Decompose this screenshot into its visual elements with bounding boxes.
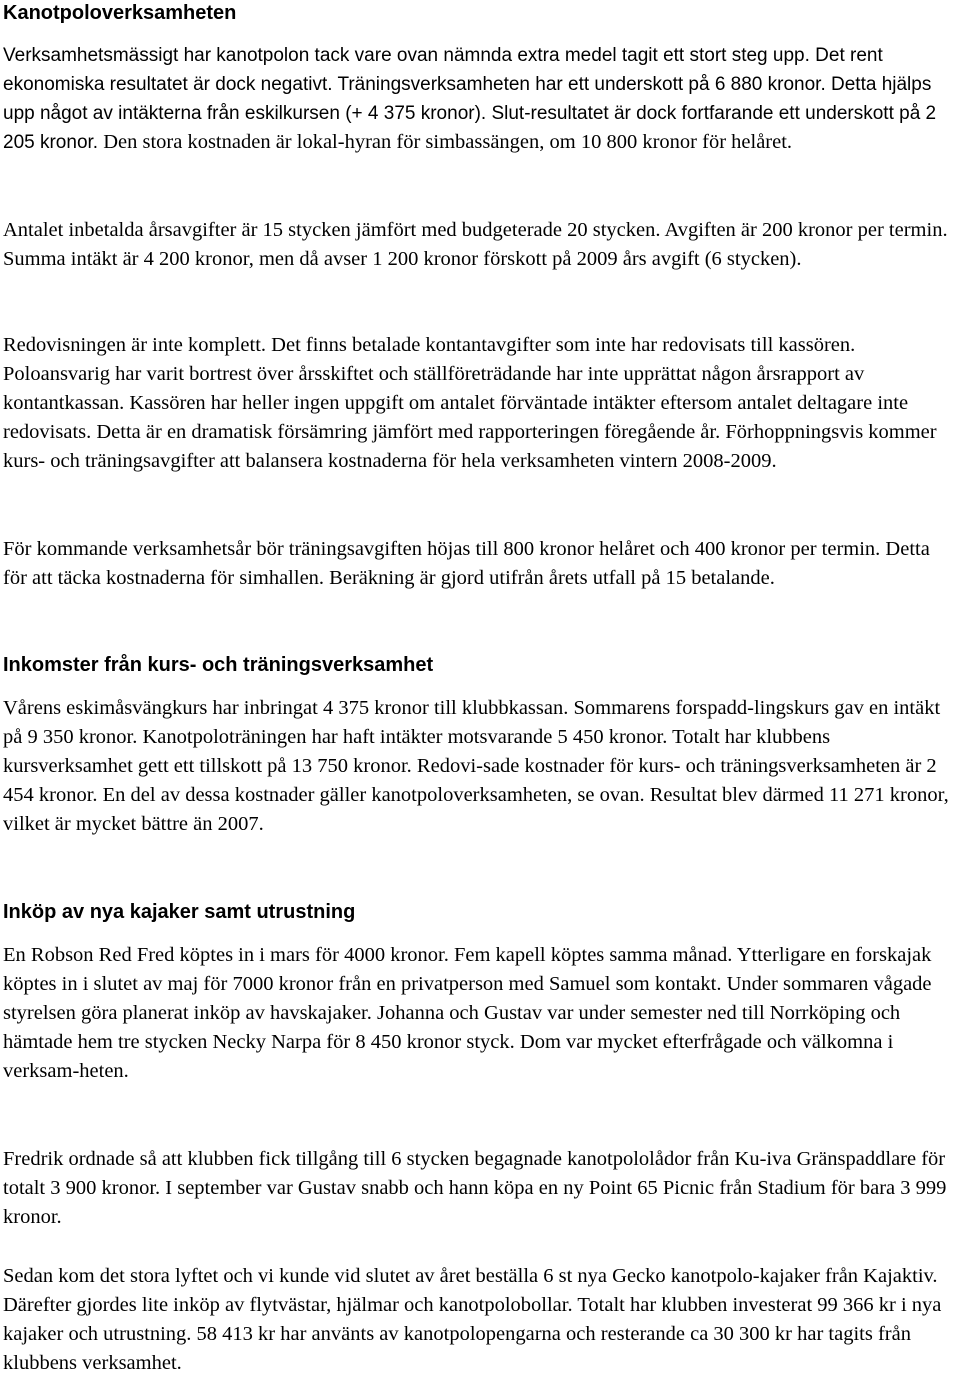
- paragraph-kanotpolo-4: För kommande verksamhetsår bör träningsavgiften höjas till 800 kronor helåret och 400 kronor per termin. Detta för att täcka kostnaderna för simhallen. Beräkning är gjord utifrån årets utfall på 15 betalande.: [3, 538, 930, 589]
- paragraph-kanotpolo-1-sans: Verksamhetsmässigt har kanotpolon tack vare ovan nämnda extra medel tagit ett stort steg upp. Det rent ekonomiska resultatet är dock negativt. Träningsverksamheten har ett underskott på 6 880 kronor. Detta hjälps upp något av intäkterna från eskilkursen (+ 4 375 kronor). Slut-resultatet är dock fortfarande ett underskott på 2 205 kronor.: [3, 45, 937, 153]
- section-heading-kanotpolo: Kanotpoloverksamheten: [3, 2, 237, 24]
- paragraph-inkop-3: Sedan kom det stora lyftet och vi kunde vid slutet av året beställa 6 st nya Gecko kanotpolo-kajaker från Kajaktiv. Därefter gjordes lite inköp av flytvästar, hjälmar och kanotpolobollar. Totalt har klubben investerat 99 366 kr i nya kajaker och utrustning. 58 413 kr har använts av kanotpolopengarna och resterande ca 30 300 kr har tagits från klubbens verksamhet.: [3, 1265, 942, 1374]
- paragraph-kanotpolo-3: Redovisningen är inte komplett. Det finns betalade kontantavgifter som inte har redovisats till kassören. Poloansvarig har varit bortrest över årsskiftet och ställföreträdande har inte upprättat någon årsrapport av kontantkassan. Kassören har heller ingen uppgift om antalet förväntade intäkter eftersom antalet deltagare inte redovisats. Detta är en dramatisk försämring jämfört med rapporteringen föregående år. Förhoppningsvis kommer kurs- och träningsavgifter att balansera kostnaderna för hela verksamheten vintern 2008-2009.: [3, 334, 937, 472]
- paragraph-kanotpolo-2: Antalet inbetalda årsavgifter är 15 stycken jämfört med budgeterade 20 stycken. Avgiften är 200 kronor per termin. Summa intäkt är 4 200 kronor, men då avser 1 200 kronor förskott på 2009 års avgift (6 stycken).: [3, 219, 948, 270]
- paragraph-kanotpolo-1: [3, 41, 951, 157]
- paragraph-inkomster-1: Vårens eskimåsvängkurs har inbringat 4 375 kronor till klubbkassan. Sommarens forspadd-lingskurs gav en intäkt på 9 350 kronor. Kanotpoloträningen har haft intäkter motsvarande 5 450 kronor. Totalt har klubbens kursverksamhet gett ett tillskott på 13 750 kronor. Redovi-sade kostnader för kurs- och träningsverksamheten är 2 454 kronor. En del av dessa kostnader gäller kanotpoloverksamheten, se ovan. Resultat blev därmed 11 271 kronor, vilket är mycket bättre än 2007.: [3, 697, 949, 835]
- paragraph-kanotpolo-1-serif: Den stora kostnaden är lokal-hyran för simbassängen, om 10 800 kronor för helåret.: [98, 131, 793, 153]
- paragraph-inkop-2: Fredrik ordnade så att klubben fick tillgång till 6 stycken begagnade kanotpololådor från Ku-iva Gränspaddlare för totalt 3 900 kronor. I september var Gustav snabb och hann köpa en ny Point 65 Picnic från Stadium för bara 3 999 kronor.: [3, 1148, 947, 1228]
- section-heading-inkop: Inköp av nya kajaker samt utrustning: [3, 901, 356, 923]
- paragraph-inkop-1: En Robson Red Fred köptes in i mars för 4000 kronor. Fem kapell köptes samma månad. Ytterligare en forskajak köptes in i slutet av maj för 7000 kronor från en privatperson med Samuel som kontakt. Under sommaren vågade styrelsen göra planerat inköp av havskajaker. Johanna och Gustav var under semester ned till Norrköping och hämtade hem tre stycken Necky Narpa för 8 450 kronor styck. Dom var mycket efterfrågade och välkomna i verksam-heten.: [3, 944, 932, 1082]
- section-heading-inkomster: Inkomster från kurs- och träningsverksamhet: [3, 654, 434, 676]
